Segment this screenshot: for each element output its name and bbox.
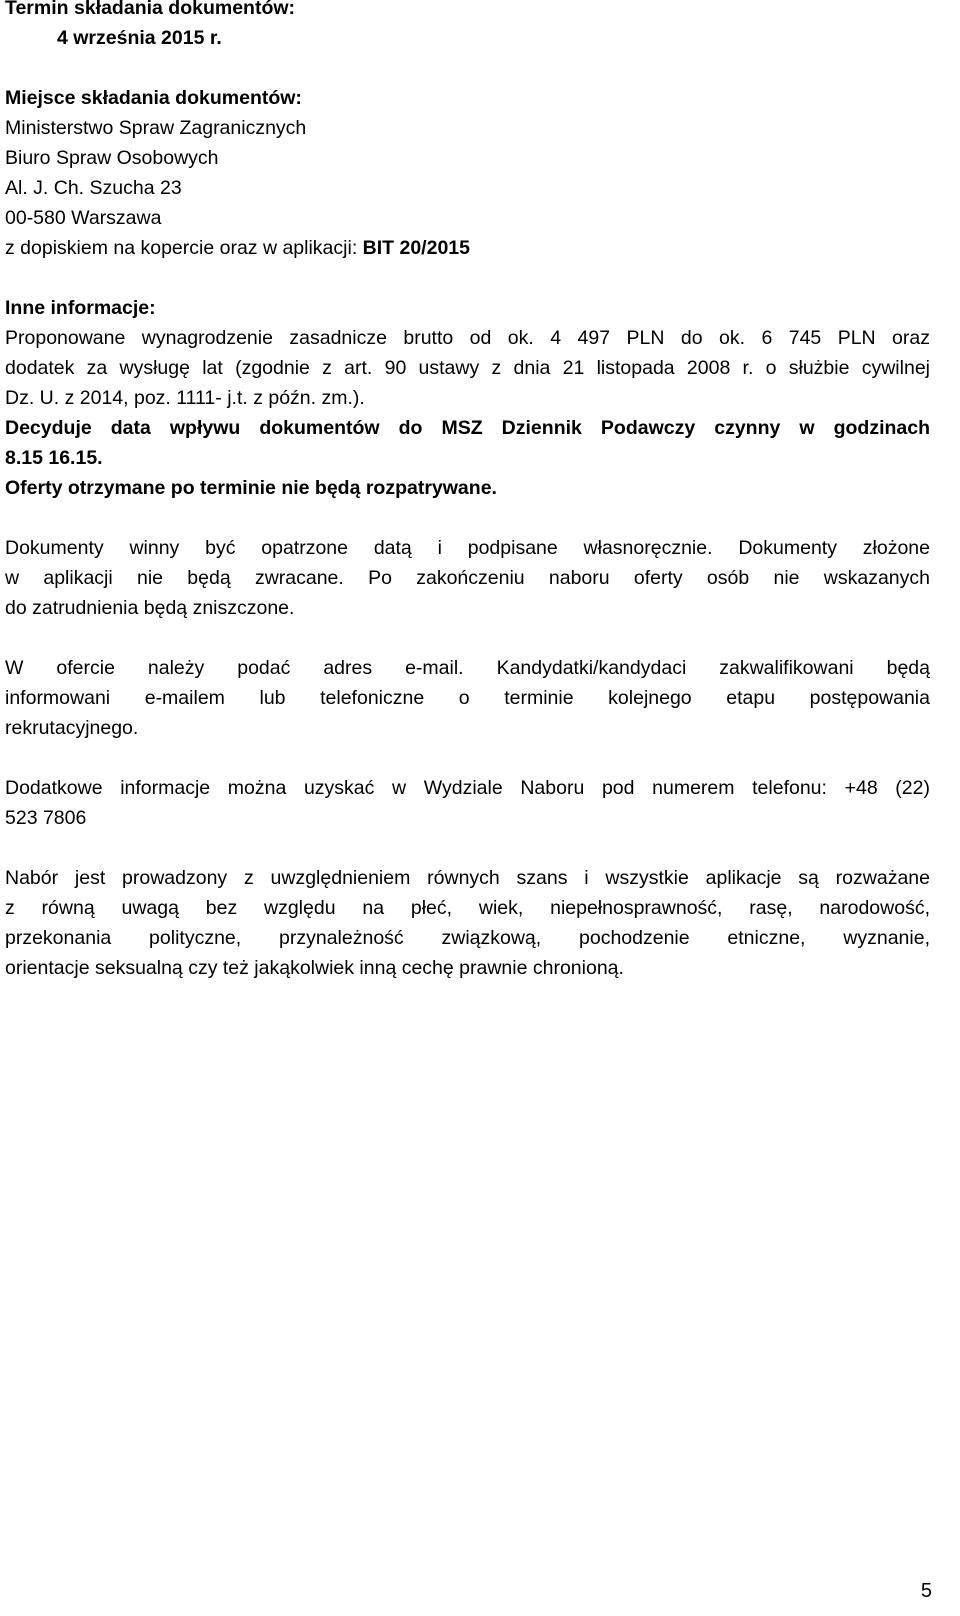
phone-number: 523 7806 (5, 807, 87, 829)
salary-line: Proponowane wynagrodzenie zasadnicze brutto od ok. 4 497 PLN do ok. 6 745 PLN oraz (5, 327, 930, 349)
documents-paragraph-line: Dokumenty winny być opatrzone datą i podpisane własnoręcznie. Dokumenty złożone (5, 537, 930, 559)
deadline-date: 4 września 2015 r. (57, 27, 222, 49)
documents-paragraph-line: do zatrudnienia będą zniszczone. (5, 597, 295, 619)
phone-paragraph-line: Dodatkowe informacje można uzyskać w Wydziale Naboru pod numerem telefonu: +48 (22) (5, 777, 930, 799)
email-paragraph-line: W ofercie należy podać adres e-mail. Kandydatki/kandydaci zakwalifikowani będą (5, 657, 930, 679)
equality-paragraph-line: z równą uwagą bez względu na płeć, wiek, niepełnosprawność, rasę, narodowość, (5, 897, 930, 919)
info-heading: Inne informacje: (5, 297, 156, 319)
office-hours: 8.15 16.15. (5, 447, 103, 469)
salary-line: Dz. U. z 2014, poz. 1111- j.t. z późn. zm.). (5, 387, 365, 409)
late-offers-note: Oferty otrzymane po terminie nie będą rozpatrywane. (5, 477, 497, 499)
place-line: 00-580 Warszawa (5, 207, 162, 229)
reference-code: BIT 20/2015 (362, 237, 470, 259)
deadline-heading: Termin składania dokumentów: (5, 0, 296, 19)
document-page (5, 0, 930, 983)
page-number: 5 (920, 1580, 932, 1602)
envelope-note-text: z dopiskiem na kopercie oraz w aplikacji: (5, 237, 363, 259)
email-paragraph-line: informowani e-mailem lub telefoniczne o terminie kolejnego etapu postępowania (5, 687, 930, 709)
place-heading: Miejsce składania dokumentów: (5, 87, 302, 109)
equality-paragraph-line: przekonania polityczne, przynależność związkową, pochodzenie etniczne, wyznanie, (5, 927, 930, 949)
equality-paragraph-line: Nabór jest prowadzony z uwzględnieniem równych szans i wszystkie aplikacje są rozważane (5, 867, 930, 889)
place-line: Al. J. Ch. Szucha 23 (5, 177, 182, 199)
place-line: Ministerstwo Spraw Zagranicznych (5, 117, 307, 139)
email-paragraph-line: rekrutacyjnego. (5, 717, 139, 739)
documents-paragraph-line: w aplikacji nie będą zwracane. Po zakończeniu naboru oferty osób nie wskazanych (5, 567, 930, 589)
place-line: Biuro Spraw Osobowych (5, 147, 219, 169)
equality-paragraph-line: orientacje seksualną czy też jakąkolwiek inną cechę prawnie chronioną. (5, 957, 624, 979)
deadline-rule-line: Decyduje data wpływu dokumentów do MSZ Dziennik Podawczy czynny w godzinach (5, 417, 930, 439)
envelope-note (5, 233, 930, 263)
salary-line: dodatek za wysługę lat (zgodnie z art. 90 ustawy z dnia 21 listopada 2008 r. o służbie cywilnej (5, 357, 930, 379)
